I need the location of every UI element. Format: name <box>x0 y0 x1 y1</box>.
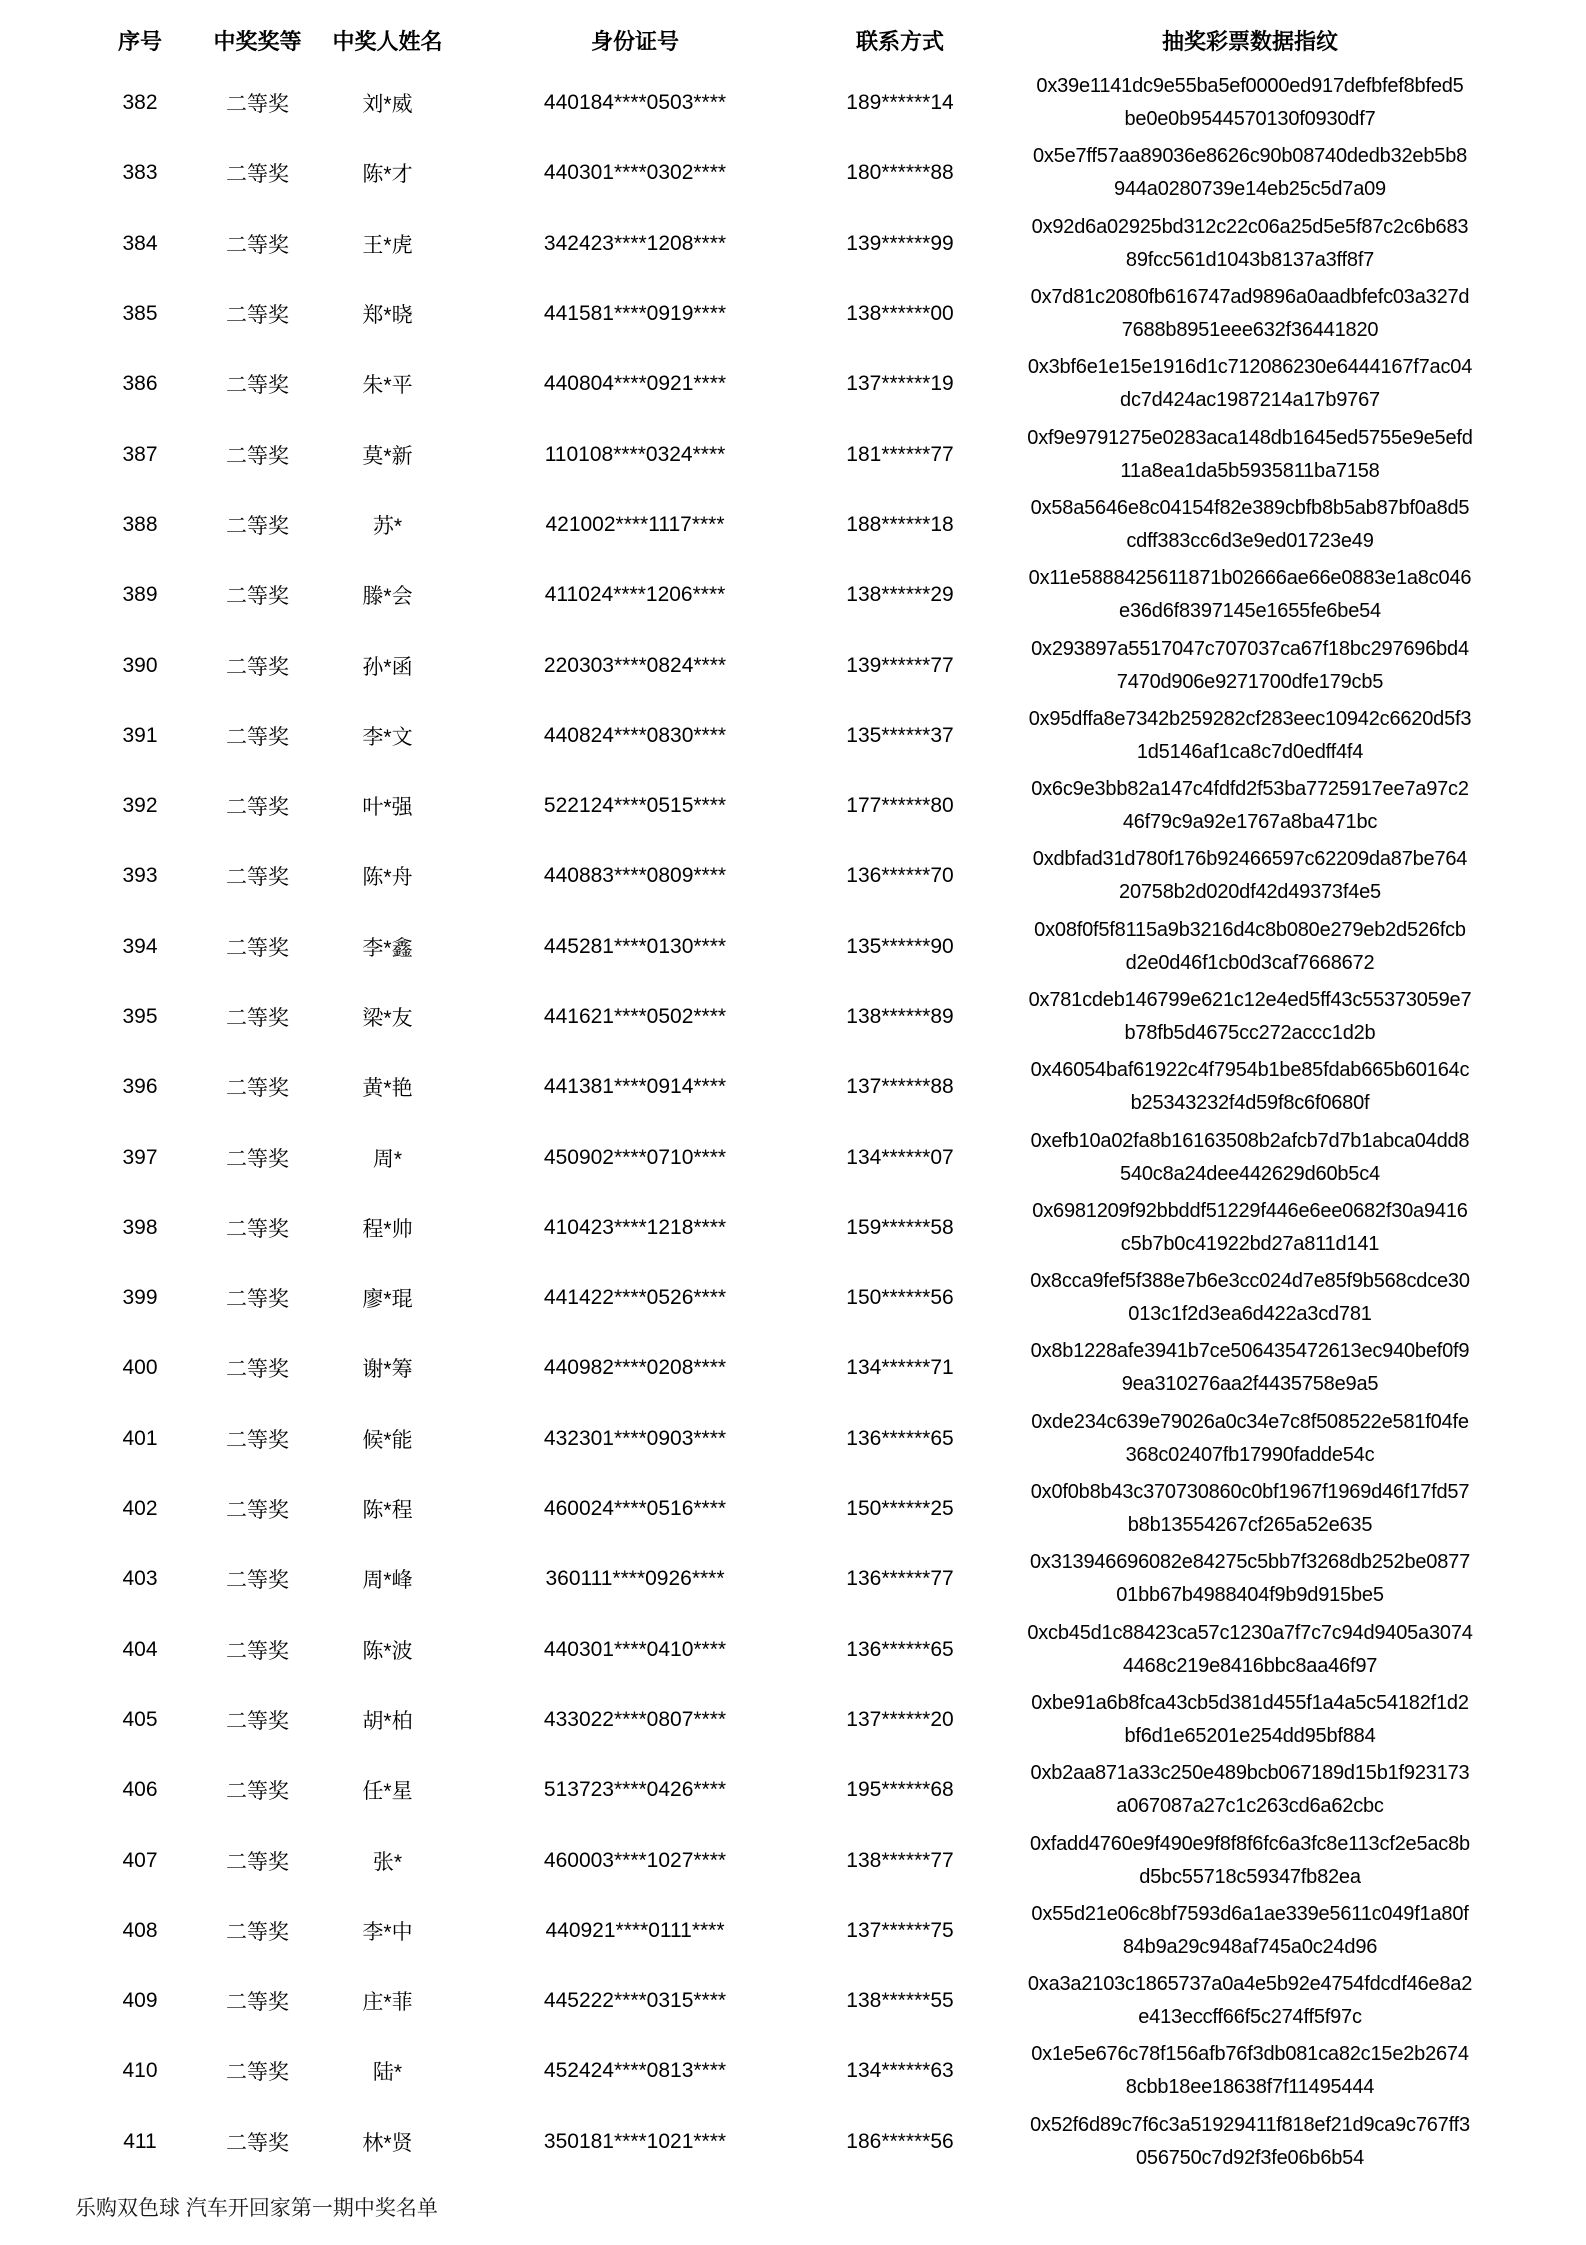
footer-caption: 乐购双色球 汽车开回家第一期中奖名单 <box>75 2197 438 2220</box>
cell-contact: 150******56 <box>846 1286 954 1310</box>
cell-id-number: 445222****0315**** <box>543 1989 727 2013</box>
cell-contact: 134******07 <box>846 1145 954 1169</box>
fingerprint-line1: 0xa3a2103c1865737a0a4e5b92e4754fdcdf46e8a2 <box>1027 1973 1473 1996</box>
cell-contact: 195******68 <box>846 1778 954 1802</box>
fingerprint-line1: 0x8cca9fef5f388e7b6e3cc024d7e85f9b568cdce30 <box>1030 1270 1470 1293</box>
table-row <box>80 1966 1510 2036</box>
cell-prize-tier: 二等奖 <box>226 1077 289 1101</box>
cell-prize-tier: 二等奖 <box>226 1639 289 1663</box>
cell-id-number: 220303****0824**** <box>543 653 727 677</box>
cell-serial: 388 <box>122 512 158 536</box>
cell-serial: 405 <box>122 1707 158 1731</box>
cell-fingerprint <box>990 1825 1510 1895</box>
cell-contact: 150******25 <box>846 1497 954 1521</box>
cell-prize-tier: 二等奖 <box>226 1428 289 1452</box>
cell-winner-name: 周*峰 <box>362 1569 413 1593</box>
cell-fingerprint <box>990 1404 1510 1474</box>
cell-contact: 139******77 <box>846 653 954 677</box>
cell-prize-tier: 二等奖 <box>226 1991 289 2015</box>
cell-id-number: 460024****0516**** <box>543 1497 727 1521</box>
fingerprint-line2: 20758b2d020df42d49373f4e5 <box>1119 881 1381 904</box>
header-id-number: 身份证号 <box>590 28 679 54</box>
cell-id-number: 440301****0302**** <box>543 161 727 185</box>
fingerprint-line1: 0x781cdeb146799e621c12e4ed5ff43c55373059e7 <box>1028 989 1472 1011</box>
fingerprint-line2: 84b9a29c948af745a0c24d96 <box>1122 1935 1378 1958</box>
cell-prize-tier: 二等奖 <box>226 1147 289 1171</box>
cell-prize-tier: 二等奖 <box>226 1358 289 1382</box>
cell-winner-name: 陈*程 <box>362 1499 413 1523</box>
cell-serial: 394 <box>122 934 158 958</box>
table-row <box>80 841 1510 911</box>
table-row <box>80 1333 1510 1403</box>
cell-fingerprint <box>990 982 1510 1052</box>
cell-contact: 186******56 <box>846 2129 954 2153</box>
cell-serial: 402 <box>122 1497 158 1521</box>
cell-serial: 387 <box>122 442 158 466</box>
cell-fingerprint <box>990 1685 1510 1755</box>
cell-fingerprint <box>990 1474 1510 1544</box>
fingerprint-line1: 0xfadd4760e9f490e9f8f8f6fc6a3fc8e113cf2e5ac8b <box>1030 1832 1470 1855</box>
cell-prize-tier: 二等奖 <box>226 866 289 890</box>
cell-contact: 134******71 <box>846 1356 954 1380</box>
table-row <box>80 1052 1510 1122</box>
cell-fingerprint <box>990 2107 1510 2177</box>
cell-prize-tier: 二等奖 <box>226 93 289 117</box>
cell-fingerprint <box>990 68 1510 138</box>
fingerprint-line1: 0x95dffa8e7342b259282cf283eec10942c6620d5f3 <box>1028 707 1472 730</box>
cell-prize-tier: 二等奖 <box>226 233 289 257</box>
cell-fingerprint <box>990 912 1510 982</box>
cell-prize-tier: 二等奖 <box>226 1850 289 1874</box>
cell-id-number: 441422****0526**** <box>543 1286 727 1310</box>
cell-id-number: 410423****1218**** <box>543 1215 727 1239</box>
cell-fingerprint <box>990 841 1510 911</box>
cell-winner-name: 滕*会 <box>362 585 413 609</box>
cell-serial: 406 <box>122 1778 158 1802</box>
cell-fingerprint <box>990 1122 1510 1192</box>
cell-prize-tier: 二等奖 <box>226 585 289 609</box>
cell-id-number: 342423****1208**** <box>543 231 727 255</box>
cell-prize-tier: 二等奖 <box>226 1007 289 1030</box>
cell-serial: 403 <box>122 1567 158 1591</box>
cell-fingerprint <box>990 1966 1510 2036</box>
fingerprint-line2: 540c8a24dee442629d60b5c4 <box>1120 1162 1380 1185</box>
cell-contact: 136******65 <box>846 1426 954 1450</box>
cell-prize-tier: 二等奖 <box>226 1709 289 1733</box>
fingerprint-line2: 1d5146af1ca8c7d0edff4f4 <box>1136 740 1364 763</box>
fingerprint-line2: 7470d906e9271700dfe179cb5 <box>1116 670 1384 693</box>
table-row <box>80 1122 1510 1192</box>
fingerprint-line1: 0x1e5e676c78f156afb76f3db081ca82c15e2b2674 <box>1031 2043 1469 2066</box>
cell-fingerprint <box>990 138 1510 208</box>
cell-prize-tier: 二等奖 <box>226 1920 289 1944</box>
cell-winner-name: 李*中 <box>362 1920 413 1944</box>
cell-id-number: 460003****1027**** <box>543 1848 727 1872</box>
cell-contact: 138******00 <box>846 302 954 326</box>
table-row <box>80 1755 1510 1825</box>
table-row <box>80 1685 1510 1755</box>
fingerprint-line2: 11a8ea1da5b5935811ba7158 <box>1120 459 1380 482</box>
table-row <box>80 490 1510 560</box>
cell-fingerprint <box>990 349 1510 419</box>
table-row <box>80 68 1510 138</box>
fingerprint-line1: 0x5e7ff57aa89036e8626c90b08740dedb32eb5b8 <box>1032 145 1468 168</box>
table-row <box>80 1474 1510 1544</box>
table-row <box>80 1544 1510 1614</box>
fingerprint-line2: cdff383cc6d3e9ed01723e49 <box>1126 529 1374 552</box>
cell-contact: 135******90 <box>846 934 954 958</box>
cell-serial: 391 <box>122 723 158 747</box>
cell-id-number: 440301****0410**** <box>543 1637 727 1661</box>
fingerprint-line2: 944a0280739e14eb25c5d7a09 <box>1114 178 1386 201</box>
cell-contact: 137******20 <box>846 1707 954 1731</box>
fingerprint-line2: 46f79c9a92e1767a8ba471bc <box>1122 811 1378 834</box>
table-row <box>80 2036 1510 2106</box>
cell-fingerprint <box>990 560 1510 630</box>
cell-serial: 382 <box>122 91 158 115</box>
cell-id-number: 432301****0903**** <box>543 1426 727 1450</box>
cell-id-number: 522124****0515**** <box>543 794 727 818</box>
cell-contact: 138******29 <box>846 583 954 607</box>
cell-winner-name: 孙*函 <box>362 655 413 679</box>
table-row <box>80 771 1510 841</box>
fingerprint-line1: 0x39e1141dc9e55ba5ef0000ed917defbfef8bfed5 <box>1036 75 1464 98</box>
cell-winner-name: 黄*艳 <box>362 1077 413 1101</box>
fingerprint-line2: 056750c7d92f3fe06b6b54 <box>1135 2146 1365 2169</box>
header-prize-tier: 中奖奖等 <box>213 28 302 54</box>
fingerprint-line2: b78fb5d4675cc272accc1d2b <box>1124 1022 1376 1044</box>
cell-winner-name: 周* <box>372 1147 403 1171</box>
table-row <box>80 982 1510 1052</box>
cell-winner-name: 郑*晓 <box>362 304 413 328</box>
cell-winner-name: 程*帅 <box>362 1217 413 1241</box>
table-header <box>80 12 1510 68</box>
cell-serial: 390 <box>122 653 158 677</box>
cell-winner-name: 陈*舟 <box>362 866 413 890</box>
cell-prize-tier: 二等奖 <box>226 936 289 960</box>
cell-winner-name: 朱*平 <box>362 374 413 398</box>
cell-contact: 136******77 <box>846 1567 954 1591</box>
fingerprint-line2: 368c02407fb17990fadde54c <box>1125 1443 1375 1466</box>
cell-id-number: 445281****0130**** <box>543 934 727 958</box>
fingerprint-line1: 0x7d81c2080fb616747ad9896a0aadbfefc03a327d <box>1030 286 1470 309</box>
cell-winner-name: 张* <box>372 1850 403 1874</box>
cell-prize-tier: 二等奖 <box>226 1288 289 1312</box>
cell-fingerprint <box>990 630 1510 700</box>
cell-id-number: 440982****0208**** <box>543 1356 727 1380</box>
cell-winner-name: 刘*威 <box>362 93 413 117</box>
fingerprint-line2: d5bc55718c59347fb82ea <box>1139 1865 1361 1888</box>
cell-winner-name: 任*星 <box>362 1780 413 1804</box>
cell-prize-tier: 二等奖 <box>226 163 289 187</box>
cell-contact: 159******58 <box>846 1215 954 1239</box>
fingerprint-line1: 0x293897a5517047c707037ca67f18bc297696bd4 <box>1031 637 1469 660</box>
cell-winner-name: 谢*筹 <box>362 1358 413 1382</box>
cell-serial: 409 <box>122 1989 158 2013</box>
cell-serial: 408 <box>122 1918 158 1942</box>
cell-winner-name: 林*贤 <box>362 2131 413 2155</box>
table-row <box>80 560 1510 630</box>
cell-serial: 397 <box>122 1145 158 1169</box>
header-serial: 序号 <box>117 28 162 54</box>
cell-contact: 139******99 <box>846 231 954 255</box>
cell-contact: 138******89 <box>846 1005 954 1028</box>
cell-prize-tier: 二等奖 <box>226 725 289 749</box>
fingerprint-line1: 0xdbfad31d780f176b92466597c62209da87be764 <box>1032 848 1468 871</box>
cell-serial: 407 <box>122 1848 158 1872</box>
fingerprint-line1: 0x11e5888425611871b02666ae66e0883e1a8c046 <box>1028 567 1472 590</box>
cell-contact: 177******80 <box>846 794 954 818</box>
fingerprint-line2: 9ea310276aa2f4435758e9a5 <box>1121 1373 1379 1396</box>
cell-prize-tier: 二等奖 <box>226 304 289 328</box>
cell-contact: 181******77 <box>846 442 954 466</box>
winners-table <box>80 12 1510 2177</box>
cell-fingerprint <box>990 771 1510 841</box>
cell-id-number: 350181****1021**** <box>543 2129 727 2153</box>
fingerprint-line1: 0x55d21e06c8bf7593d6a1ae339e5611c049f1a80f <box>1031 1902 1469 1925</box>
cell-id-number: 440184****0503**** <box>543 91 727 115</box>
cell-serial: 411 <box>123 2129 157 2153</box>
cell-winner-name: 陈*才 <box>362 163 413 187</box>
cell-prize-tier: 二等奖 <box>226 2061 289 2085</box>
fingerprint-line1: 0x58a5646e8c04154f82e389cbfb8b5ab87bf0a8d5 <box>1030 496 1470 519</box>
cell-winner-name: 陈*波 <box>362 1639 413 1663</box>
cell-prize-tier: 二等奖 <box>226 1569 289 1593</box>
table-row <box>80 209 1510 279</box>
fingerprint-line1: 0x92d6a02925bd312c22c06a25d5e5f87c2c6b683 <box>1031 215 1469 238</box>
fingerprint-line2: e36d6f8397145e1655fe6be54 <box>1119 600 1381 623</box>
fingerprint-line1: 0xde234c639e79026a0c34e7c8f508522e581f04fe <box>1031 1410 1469 1433</box>
fingerprint-line1: 0xf9e9791275e0283aca148db1645ed5755e9e5efd <box>1027 426 1473 449</box>
cell-fingerprint <box>990 701 1510 771</box>
fingerprint-line1: 0xb2aa871a33c250e489bcb067189d15b1f923173 <box>1030 1762 1470 1785</box>
cell-contact: 137******88 <box>846 1075 954 1099</box>
fingerprint-line2: 8cbb18ee18638f7f11495444 <box>1125 2076 1375 2099</box>
cell-fingerprint <box>990 1755 1510 1825</box>
cell-winner-name: 廖*琨 <box>362 1288 413 1312</box>
cell-fingerprint <box>990 209 1510 279</box>
cell-contact: 189******14 <box>846 91 954 115</box>
table-row <box>80 1896 1510 1966</box>
cell-id-number: 433022****0807**** <box>543 1707 727 1731</box>
table-row <box>80 630 1510 700</box>
table-row <box>80 912 1510 982</box>
cell-contact: 180******88 <box>846 161 954 185</box>
cell-id-number: 440824****0830**** <box>543 723 727 747</box>
fingerprint-line2: b8b13554267cf265a52e635 <box>1127 1514 1373 1537</box>
cell-contact: 135******37 <box>846 723 954 747</box>
fingerprint-line2: 01bb67b4988404f9b9d915be5 <box>1116 1584 1384 1607</box>
cell-winner-name: 苏* <box>372 514 403 538</box>
fingerprint-line1: 0x313946696082e84275c5bb7f3268db252be0877 <box>1029 1551 1471 1574</box>
cell-id-number: 513723****0426**** <box>543 1778 727 1802</box>
table-row <box>80 701 1510 771</box>
table-header-row <box>80 12 1510 68</box>
fingerprint-line1: 0x46054baf61922c4f7954b1be85fdab665b60164c <box>1030 1059 1470 1082</box>
cell-serial: 410 <box>122 2059 158 2083</box>
cell-serial: 399 <box>122 1286 158 1310</box>
cell-prize-tier: 二等奖 <box>226 655 289 679</box>
cell-id-number: 441621****0502**** <box>543 1005 727 1028</box>
table-row <box>80 279 1510 349</box>
cell-winner-name: 陆* <box>372 2061 403 2085</box>
fingerprint-line1: 0xbe91a6b8fca43cb5d381d455f1a4a5c54182f1d2 <box>1031 1691 1469 1714</box>
cell-prize-tier: 二等奖 <box>226 1499 289 1523</box>
fingerprint-line2: c5b7b0c41922bd27a811d141 <box>1120 1232 1380 1255</box>
cell-contact: 137******19 <box>846 372 954 396</box>
fingerprint-line2: bf6d1e65201e254dd95bf884 <box>1124 1724 1376 1747</box>
fingerprint-line2: a067087a27c1c263cd6a62cbc <box>1116 1795 1384 1818</box>
table-row <box>80 1193 1510 1263</box>
cell-prize-tier: 二等奖 <box>226 514 289 538</box>
table-row <box>80 1825 1510 1895</box>
cell-winner-name: 李*鑫 <box>362 936 413 960</box>
cell-fingerprint <box>990 1263 1510 1333</box>
fingerprint-line2: 89fcc561d1043b8137a3ff8f7 <box>1125 248 1375 271</box>
cell-contact: 138******77 <box>846 1848 954 1872</box>
cell-id-number: 452424****0813**** <box>543 2059 727 2083</box>
cell-prize-tier: 二等奖 <box>226 796 289 820</box>
cell-winner-name: 李*文 <box>362 725 413 749</box>
cell-id-number: 441381****0914**** <box>543 1075 727 1099</box>
cell-fingerprint <box>990 1333 1510 1403</box>
cell-serial: 389 <box>122 583 158 607</box>
fingerprint-line1: 0x6981209f92bbddf51229f446e6ee0682f30a9416 <box>1032 1199 1468 1222</box>
cell-fingerprint <box>990 419 1510 489</box>
cell-serial: 401 <box>122 1426 158 1450</box>
cell-prize-tier: 二等奖 <box>226 1217 289 1241</box>
cell-fingerprint <box>990 279 1510 349</box>
cell-fingerprint <box>990 1544 1510 1614</box>
header-contact: 联系方式 <box>855 28 944 54</box>
cell-contact: 136******70 <box>846 864 954 888</box>
fingerprint-line1: 0x8b1228afe3941b7ce506435472613ec940bef0f9 <box>1030 1340 1470 1363</box>
fingerprint-line2: 4468c219e8416bbc8aa46f97 <box>1122 1654 1378 1677</box>
table-row <box>80 419 1510 489</box>
cell-id-number: 441581****0919**** <box>543 302 727 326</box>
fingerprint-line2: e413eccff66f5c274ff5f97c <box>1138 2006 1362 2029</box>
cell-prize-tier: 二等奖 <box>226 1780 289 1804</box>
fingerprint-line2: 7688b8951eee632f36441820 <box>1121 319 1379 342</box>
header-fingerprint: 抽奖彩票数据指纹 <box>1161 28 1338 54</box>
fingerprint-line1: 0xefb10a02fa8b16163508b2afcb7d7b1abca04dd8 <box>1030 1129 1470 1152</box>
cell-id-number: 440921****0111**** <box>545 1918 725 1942</box>
fingerprint-line1: 0xcb45d1c88423ca57c1230a7f7c7c94d9405a3074 <box>1027 1621 1473 1644</box>
cell-winner-name: 候*能 <box>362 1428 413 1452</box>
cell-fingerprint <box>990 1052 1510 1122</box>
cell-contact: 134******63 <box>846 2059 954 2083</box>
cell-id-number: 360111****0926**** <box>545 1567 725 1591</box>
table-row <box>80 1263 1510 1333</box>
cell-serial: 404 <box>122 1637 158 1661</box>
cell-id-number: 440883****0809**** <box>543 864 727 888</box>
cell-contact: 138******55 <box>846 1989 954 2013</box>
cell-winner-name: 梁*友 <box>362 1007 413 1030</box>
cell-serial: 395 <box>122 1005 158 1028</box>
cell-serial: 398 <box>122 1215 158 1239</box>
cell-winner-name: 莫*新 <box>362 444 413 468</box>
cell-prize-tier: 二等奖 <box>226 444 289 468</box>
cell-contact: 137******75 <box>846 1918 954 1942</box>
table-row <box>80 1615 1510 1685</box>
cell-id-number: 450902****0710**** <box>543 1145 727 1169</box>
cell-id-number: 421002****1117**** <box>545 512 725 536</box>
cell-serial: 384 <box>122 231 158 255</box>
cell-serial: 396 <box>122 1075 158 1099</box>
header-winner-name: 中奖人姓名 <box>332 28 443 54</box>
fingerprint-line2: b25343232f4d59f8c6f0680f <box>1130 1092 1370 1115</box>
fingerprint-line1: 0x6c9e3bb82a147c4fdfd2f53ba7725917ee7a97c2 <box>1031 778 1469 801</box>
cell-fingerprint <box>990 2036 1510 2106</box>
table-row <box>80 1404 1510 1474</box>
cell-contact: 136******65 <box>846 1637 954 1661</box>
fingerprint-line2: dc7d424ac1987214a17b9767 <box>1120 389 1380 412</box>
cell-winner-name: 胡*柏 <box>362 1709 413 1733</box>
fingerprint-line1: 0x08f0f5f8115a9b3216d4c8b080e279eb2d526fcb <box>1034 918 1466 941</box>
cell-serial: 385 <box>122 302 158 326</box>
cell-serial: 386 <box>122 372 158 396</box>
fingerprint-line1: 0x3bf6e1e15e1916d1c712086230e6444167f7ac04 <box>1027 356 1473 379</box>
cell-prize-tier: 二等奖 <box>226 2131 289 2155</box>
table-body <box>80 68 1510 2177</box>
cell-id-number: 110108****0324**** <box>544 442 726 466</box>
fingerprint-line1: 0x0f0b8b43c370730860c0bf1967f1969d46f17fd57 <box>1030 1481 1470 1504</box>
cell-fingerprint <box>990 1193 1510 1263</box>
cell-prize-tier: 二等奖 <box>226 374 289 398</box>
cell-winner-name: 庄*菲 <box>362 1991 413 2015</box>
cell-fingerprint <box>990 1896 1510 1966</box>
fingerprint-line2: d2e0d46f1cb0d3caf7668672 <box>1125 951 1375 974</box>
table-row <box>80 349 1510 419</box>
fingerprint-line1: 0x52f6d89c7f6c3a51929411f818ef21d9ca9c767ff3 <box>1030 2113 1470 2136</box>
table-row <box>80 2107 1510 2177</box>
cell-id-number: 411024****1206**** <box>544 583 726 607</box>
cell-fingerprint <box>990 1615 1510 1685</box>
cell-winner-name: 王*虎 <box>362 233 413 257</box>
cell-serial: 400 <box>122 1356 158 1380</box>
fingerprint-line2: 013c1f2d3ea6d422a3cd781 <box>1128 1303 1372 1326</box>
cell-id-number: 440804****0921**** <box>543 372 727 396</box>
cell-serial: 393 <box>122 864 158 888</box>
table-row <box>80 138 1510 208</box>
cell-contact: 188******18 <box>846 512 954 536</box>
cell-serial: 383 <box>122 161 158 185</box>
cell-serial: 392 <box>122 794 158 818</box>
cell-fingerprint <box>990 490 1510 560</box>
cell-winner-name: 叶*强 <box>362 796 413 820</box>
fingerprint-line2: be0e0b9544570130f0930df7 <box>1124 108 1376 131</box>
